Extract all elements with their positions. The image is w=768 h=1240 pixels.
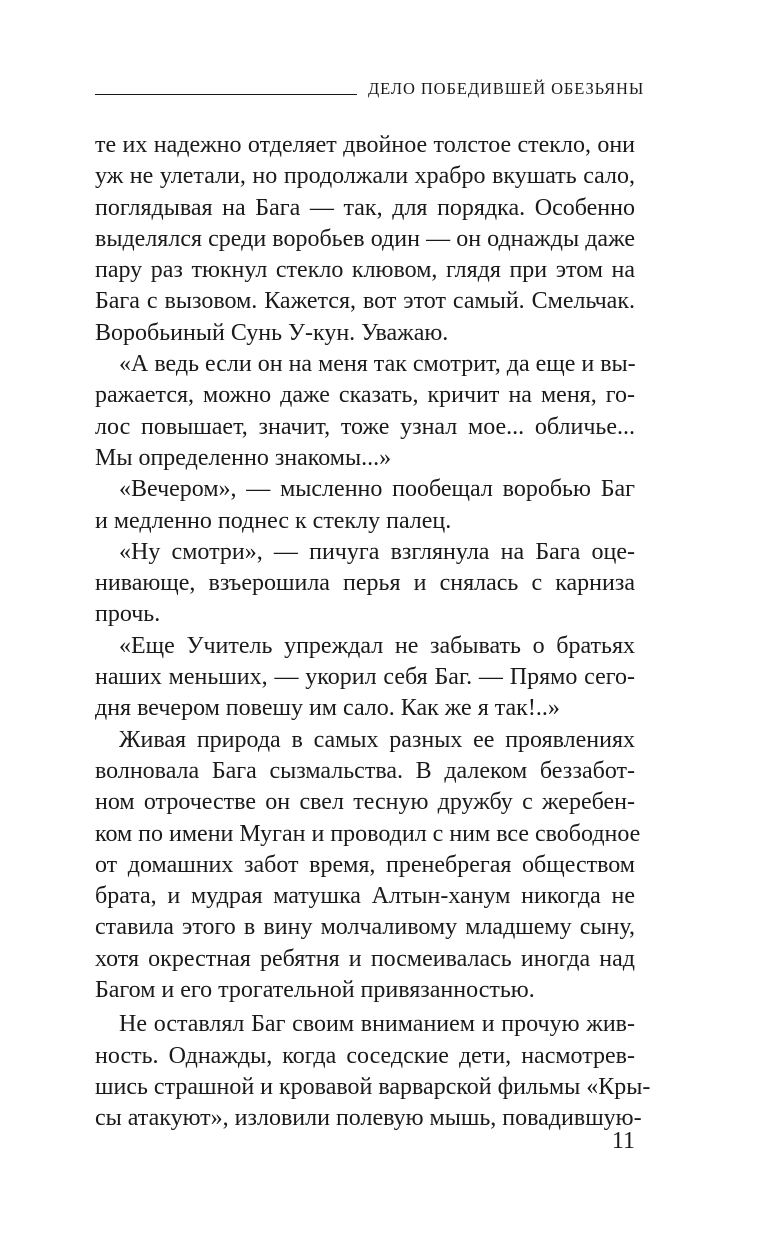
text-line: нивающе, взъерошила перья и снялась с карниза bbox=[95, 570, 635, 597]
text-line: брата, и мудрая матушка Алтын-ханум никогда не bbox=[95, 883, 635, 910]
text-line: прочь. bbox=[95, 601, 161, 628]
text-line: от домашних забот время, пренебрегая обществом bbox=[95, 851, 635, 878]
text-line: пару раз тюкнул стекло клювом, глядя при этом на bbox=[95, 257, 635, 284]
text-line: «Еще Учитель упреждал не забывать о братьях bbox=[119, 632, 635, 659]
text-line: шись страшной и кровавой варварской фильмы «Кры- bbox=[95, 1073, 651, 1100]
text-line: выделялся среди воробьев один — он однажды даже bbox=[95, 225, 635, 252]
text-line: уж не улетали, но продолжали храбро вкушать сало, bbox=[95, 163, 635, 190]
text-line: и медленно поднес к стеклу палец. bbox=[95, 507, 452, 534]
body-text bbox=[95, 130, 651, 1135]
text-line: ном отрочестве он свел тесную дружбу с жеребен- bbox=[95, 789, 635, 816]
text-line: Воробьиный Сунь У-кун. Уважаю. bbox=[95, 319, 449, 346]
text-line: те их надежно отделяет двойное толстое стекло, они bbox=[95, 132, 635, 158]
header-rule bbox=[95, 94, 357, 95]
text-line: дня вечером повешу им сало. Как же я так!..» bbox=[95, 695, 560, 722]
text-line: сы атакуют», изловили полевую мышь, повадившую- bbox=[95, 1105, 642, 1132]
page-number: 11 bbox=[611, 1128, 635, 1154]
text-line: поглядывая на Бага — так, для порядка. Особенно bbox=[95, 194, 635, 221]
text-line: Багом и его трогательной привязанностью. bbox=[95, 977, 535, 1004]
text-line: ставила этого в вину молчаливому младшему сыну, bbox=[95, 914, 635, 941]
text-line: «А ведь если он на меня так смотрит, да еще и вы- bbox=[119, 351, 636, 378]
text-line: Бага с вызовом. Кажется, вот этот самый. Смельчак. bbox=[95, 288, 635, 315]
text-line: волновала Бага сызмальства. В далеком беззабот- bbox=[95, 757, 635, 784]
text-line: ком по имени Муган и проводил с ним все свободное bbox=[95, 820, 641, 847]
text-line: Живая природа в самых разных ее проявлениях bbox=[119, 726, 635, 753]
text-line: «Ну смотри», — пичуга взглянула на Бага оце- bbox=[119, 538, 635, 565]
text-line: «Вечером», — мысленно пообещал воробью Баг bbox=[119, 476, 635, 503]
text-line: лос повышает, значит, тоже узнал мое... обличье... bbox=[95, 413, 635, 440]
text-line: ражается, можно даже сказать, кричит на меня, го- bbox=[95, 382, 635, 409]
text-line: хотя окрестная ребятня и посмеивалась иногда над bbox=[95, 945, 635, 972]
running-title: ДЕЛО ПОБЕДИВШЕЙ ОБЕЗЬЯНЫ bbox=[368, 79, 645, 98]
text-line: ность. Однажды, когда соседские дети, насмотрев- bbox=[95, 1042, 635, 1069]
text-line: наших меньших, — укорил себя Баг. — Прямо сего- bbox=[95, 664, 635, 691]
text-line: Мы определенно знакомы...» bbox=[95, 444, 392, 471]
text-line: Не оставлял Баг своим вниманием и прочую жив- bbox=[119, 1011, 635, 1038]
